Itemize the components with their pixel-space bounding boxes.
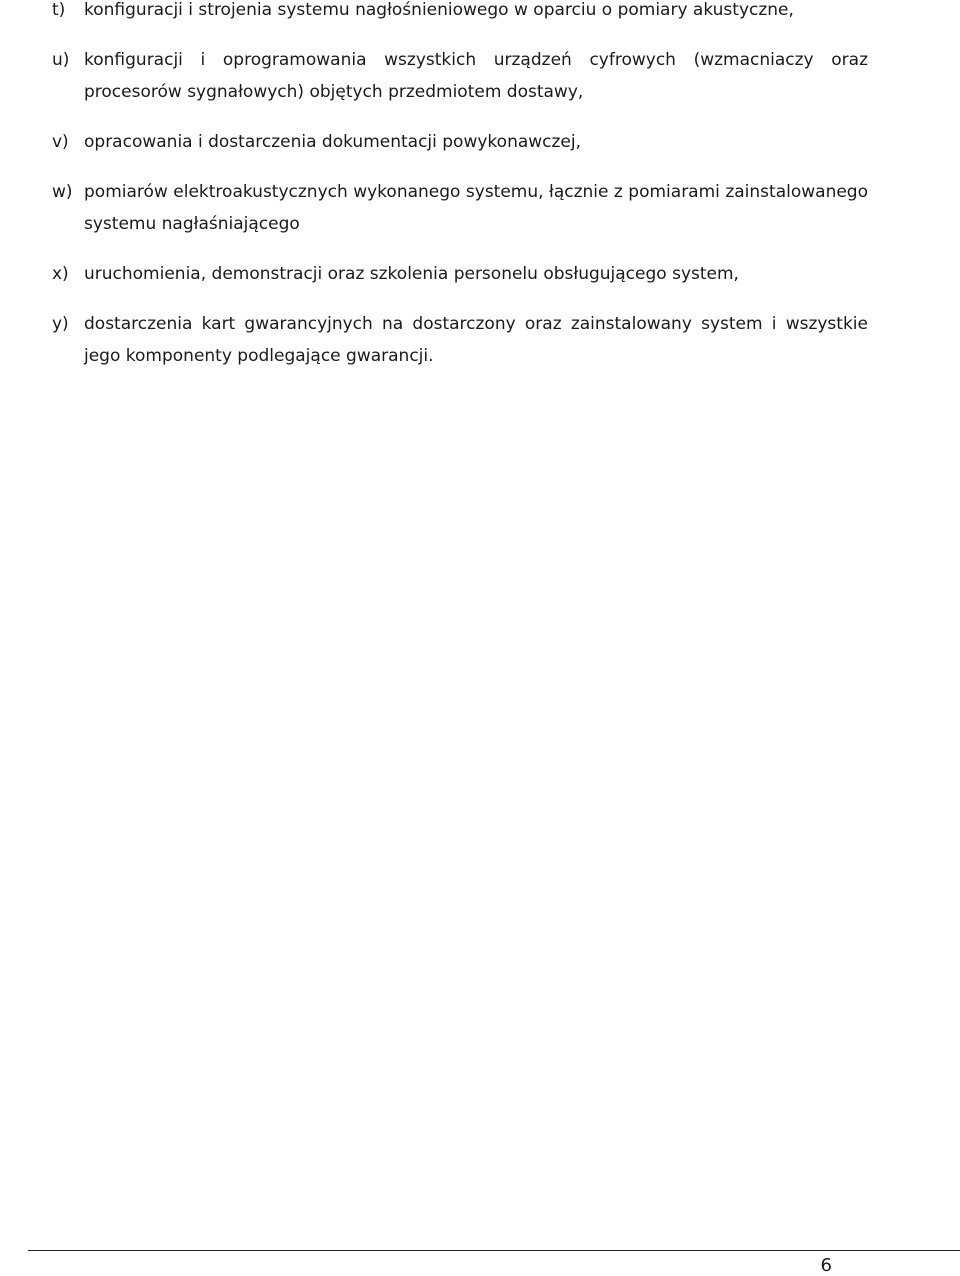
list-item-marker: v) [52,132,69,152]
list-item-marker: w) [52,182,73,202]
list-item-text: konfiguracji i strojenia systemu nagłośnieniowego w oparciu o pomiary akustyczne, [84,0,794,20]
list-item [52,308,868,372]
page-number: 6 [820,1255,832,1276]
list-item-text: konfiguracji i oprogramowania wszystkich urządzeń cyfrowych (wzmacniaczy oraz procesorów sygnałowych) objętych przedmiotem dostawy, [84,50,868,102]
list-item-marker: u) [52,50,70,70]
list-item-text: uruchomienia, demonstracji oraz szkolenia personelu obsługującego system, [84,264,739,284]
list-item-marker: x) [52,264,69,284]
list-item-marker: t) [52,0,66,20]
list-item [52,0,868,26]
list-item-text: pomiarów elektroakustycznych wykonanego systemu, łącznie z pomiarami zainstalowanego systemu nagłaśniającego [84,182,868,234]
list-item [52,176,868,240]
list-item [52,126,868,158]
footer-divider [28,1250,960,1251]
list-item-marker: y) [52,314,69,334]
list-item-text: dostarczenia kart gwarancyjnych na dostarczony oraz zainstalowany system i wszystkie jego komponenty podlegające gwarancji. [84,314,868,366]
list-item [52,44,868,108]
list-item-text: opracowania i dostarczenia dokumentacji powykonawczej, [84,132,582,152]
list-item [52,258,868,290]
